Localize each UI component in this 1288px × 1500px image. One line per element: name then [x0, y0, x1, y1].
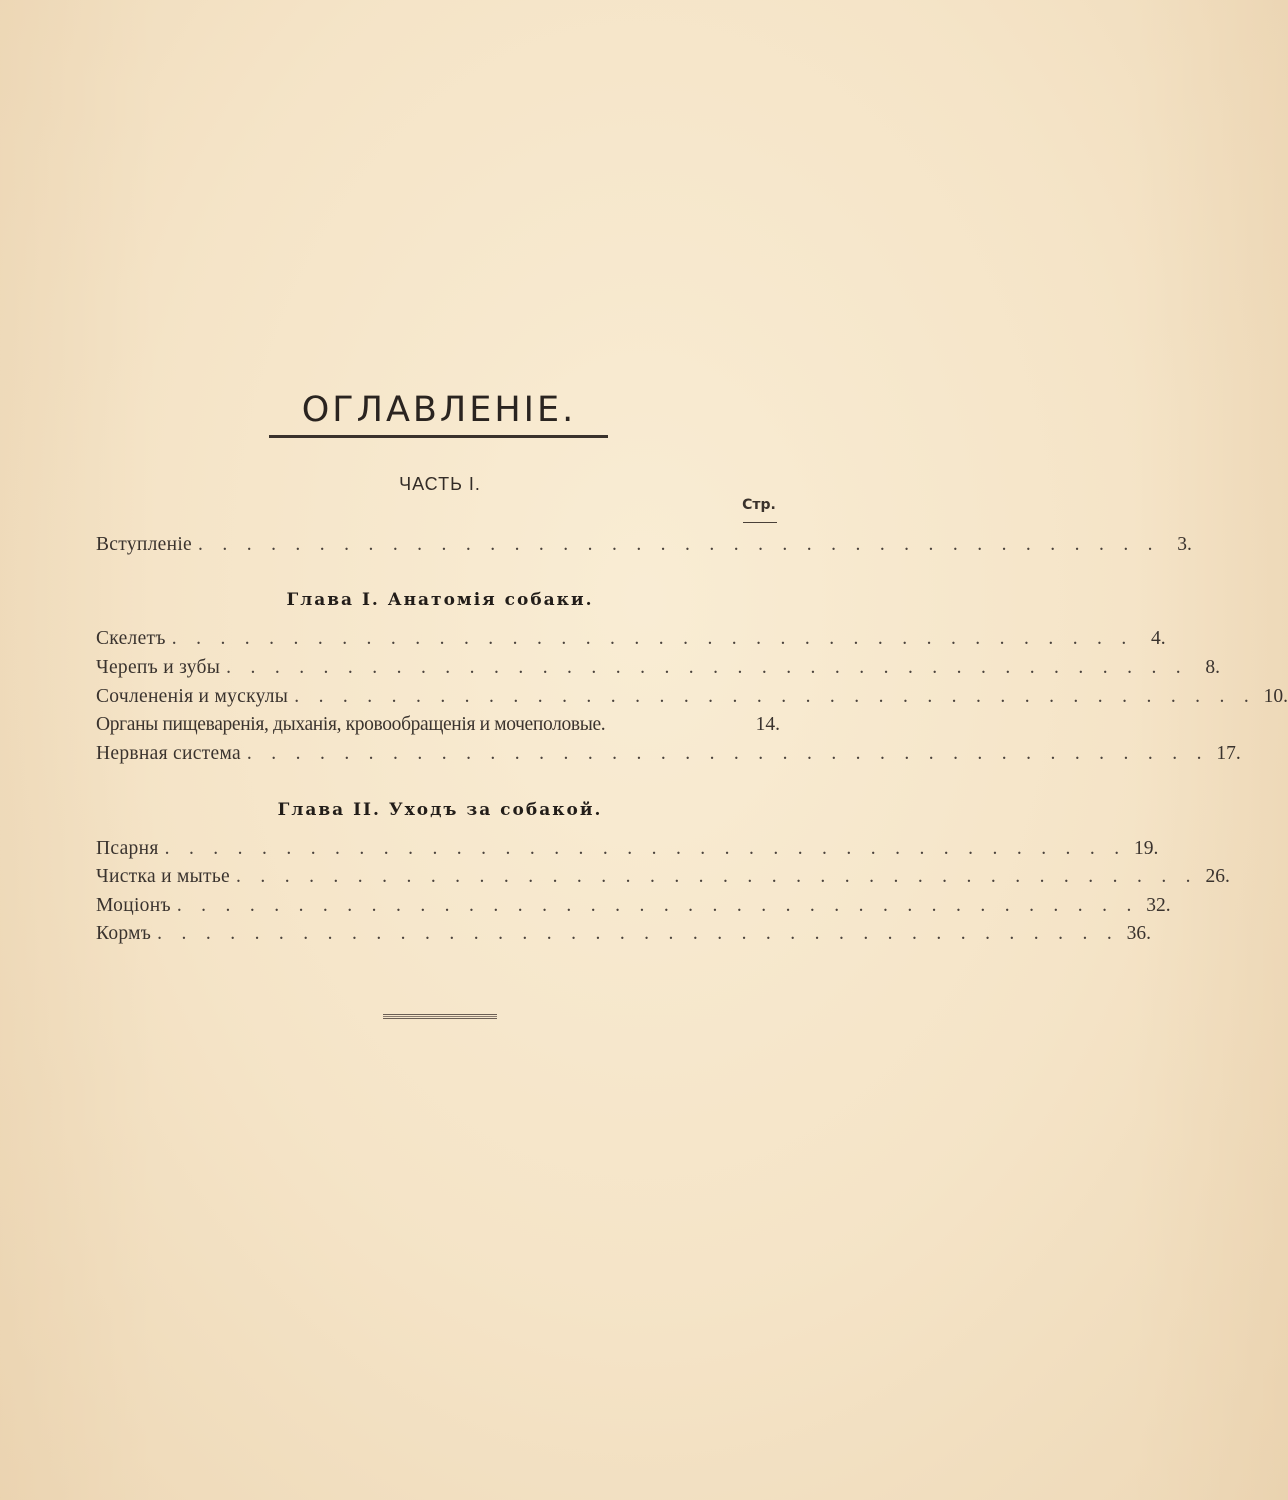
toc-entry [96, 895, 1171, 923]
toc-entry-label: Органы пищеваренія, дыханія, кровообращенія и мочеполовые. [96, 714, 606, 735]
toc-entry-label: Чистка и мытье [96, 866, 231, 887]
chapter-heading: Глава II. Уходъ за собакой. [277, 800, 603, 820]
part-heading: ЧАСТЬ I. [399, 474, 481, 494]
dot-leader: . . . . . . . . . . . . . . . . . . . . . . . . . . . . . . . . . . . . . . . . [246, 743, 1209, 764]
toc-entry-page: 17. [1216, 743, 1241, 764]
toc-entry-label: Вступленіе [96, 534, 193, 555]
toc-entry [96, 838, 1159, 866]
toc-entry [96, 743, 1241, 771]
dot-leader: . . . . . . . . . . . . . . . . . . . . . . . . . . . . . . . . . . . . . . . . [176, 895, 1139, 916]
toc-entry-label: Скелетъ [96, 628, 166, 649]
toc-entry-page: 4. [1150, 628, 1166, 649]
toc-entry [96, 657, 1220, 685]
page-column-header: Стр. [742, 497, 776, 513]
toc-entry-label: Псарня [96, 838, 159, 859]
dot-leader: . . . . . . . . . . . . . . . . . . . . . . . . . . . . . . . . . . . . . . . . [171, 628, 1134, 649]
toc-entry-label: Моціонъ [96, 895, 171, 916]
dot-leader: . . . . . . . . . . . . . . . . . . . . . . . . . . . . . . . . . . . . . . . . [236, 866, 1198, 887]
toc-entry-label: Сочлененія и мускулы [96, 686, 289, 707]
toc-entry [96, 923, 1151, 951]
toc-entry-page: 32. [1146, 895, 1171, 916]
toc-entry [96, 714, 780, 742]
toc-entry-label: Черепъ и зубы [96, 657, 221, 678]
toc-entry-page: 14. [755, 714, 780, 735]
toc-entry-page: 10. [1263, 686, 1288, 707]
toc-entry [96, 628, 1166, 656]
toc-entry-page: 3. [1177, 534, 1192, 555]
chapter-heading: Глава I. Анатомія собаки. [286, 590, 594, 610]
toc-entry [96, 534, 1192, 562]
dot-leader: . . . . . . . . . . . . . . . . . . . . . . . . . . . . . . . . . . . . . . . . [226, 657, 1188, 678]
toc-entry [96, 866, 1230, 894]
toc-entry-page: 19. [1134, 838, 1159, 859]
title-underline [269, 435, 608, 438]
page-title: ОГЛАВЛЕНІЕ. [301, 390, 577, 430]
toc-entry-page: 8. [1205, 657, 1220, 678]
toc-entry [96, 686, 1288, 714]
toc-entry-page: 36. [1126, 923, 1151, 944]
dot-leader: . . . . . . . . . . . . . . . . . . . . . . . . . . . . . . . . . . . . . . . . [164, 838, 1127, 859]
end-ornament-rule [383, 1014, 497, 1019]
dot-leader: . . . . . . . . . . . . . . . . . . . . . . . . . . . . . . . . . . . . . . . . [157, 923, 1119, 944]
dot-leader: . . . . . . . . . . . . . . . . . . . . . . . . . . . . . . . . . . . . . . . . [294, 686, 1257, 707]
toc-entry-label: Кормъ [96, 923, 152, 944]
toc-entry-label: Нервная система [96, 743, 241, 764]
dot-leader: . . . . . . . . . . . . . . . . . . . . . . . . . . . . . . . . . . . . . . . . [198, 534, 1160, 555]
page-column-underline [743, 522, 777, 523]
toc-entry-page: 26. [1205, 866, 1230, 887]
